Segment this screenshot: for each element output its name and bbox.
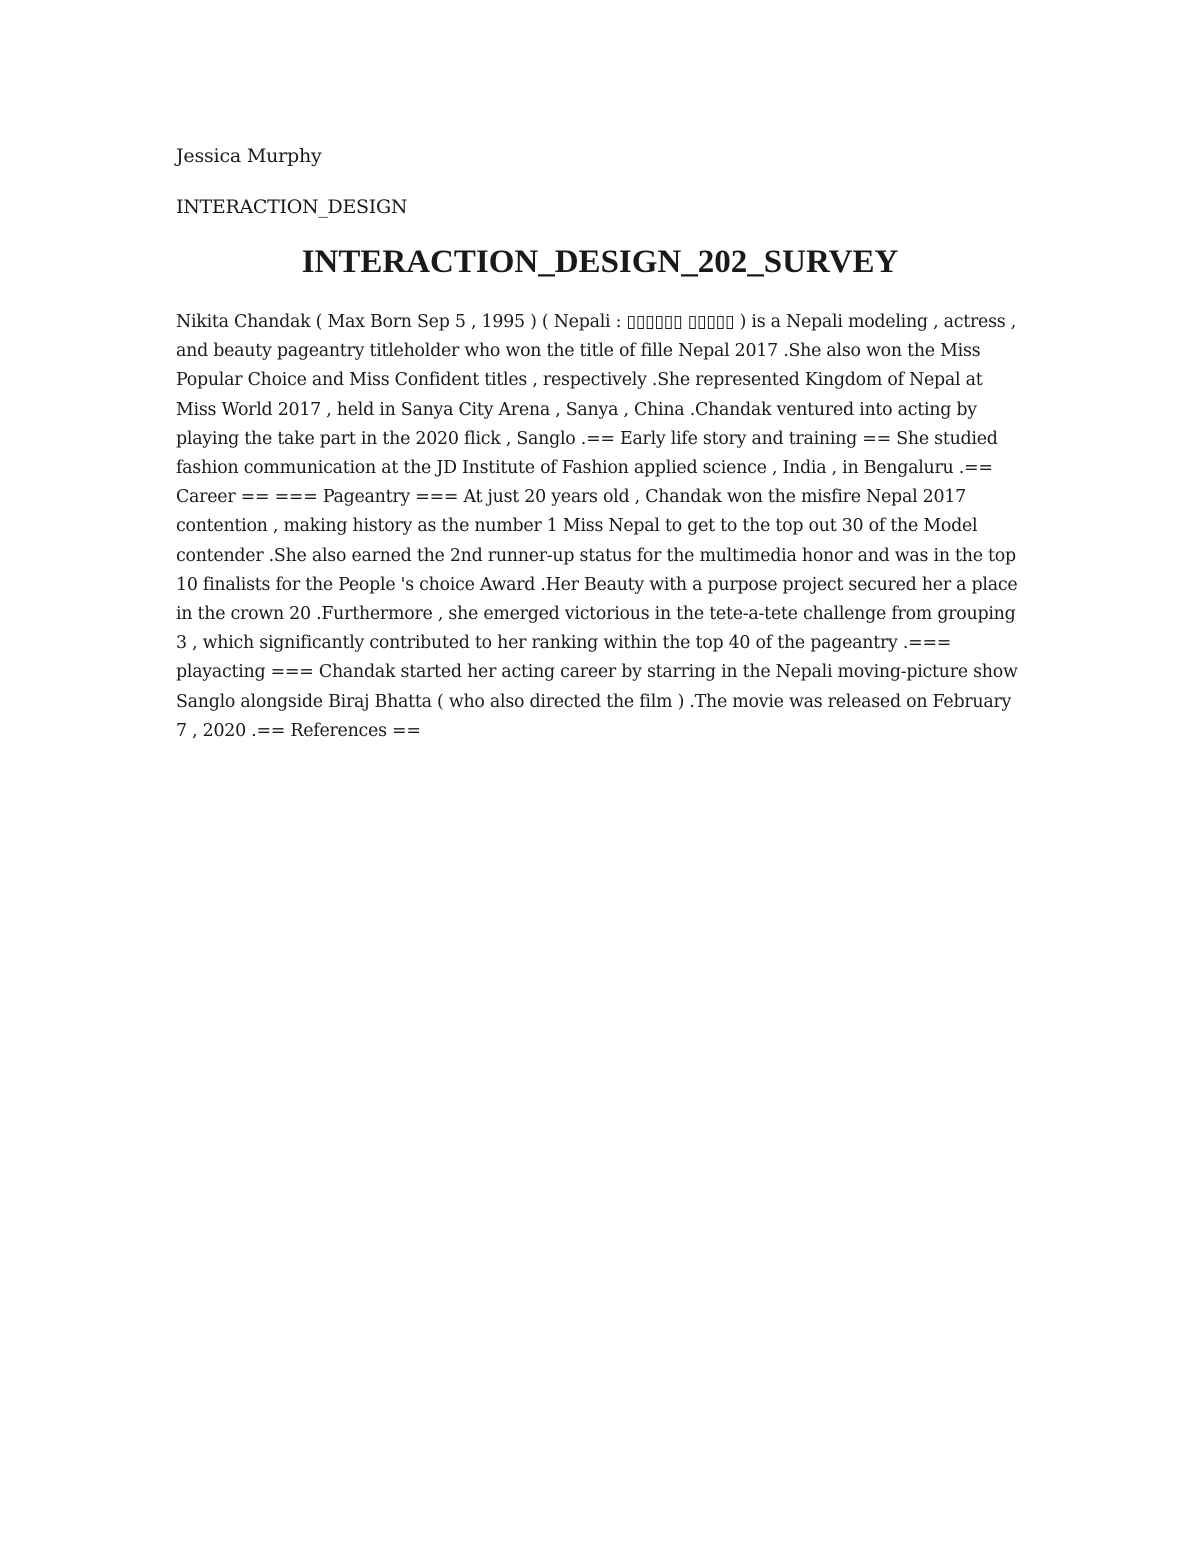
body-paragraph: Nikita Chandak ( Max Born Sep 5 , 1995 ) ( Nepali : ▯▯▯▯▯▯ ▯▯▯▯▯ ) is a Nepali modeling , actress , and beauty pageantry titleholder who won the title of fille Nepal 2017 .She also won the Miss Popular Choice and Miss Confident titles , respectively .She represented Kingdom of Nepal at Miss World 2017 , held in Sanya City Arena , Sanya , China .Chandak ventured into acting by playing the take part in the 2020 flick , Sanglo .== Early life story and training == She studied fashion communication at the JD Institute of Fashion applied science , India , in Bengaluru .== Career == === Pageantry === At just 20 years old , Chandak won the misfire Nepal 2017 contention , making history as the number 1 Miss Nepal to get to the top out 30 of the Model contender .She also earned the 2nd runner-up status for the multimedia honor and was in the top 10 finalists for the People 's choice Award .Her Beauty with a purpose project secured her a place in the crown 20 .Furthermore , she emerged victorious in the tete-a-tete challenge from grouping 3 , which significantly contributed to her ranking within the top 40 of the pageantry .=== playacting === Chandak started her acting career by starring in the Nepali moving-picture show Sanglo alongside Biraj Bhatta ( who also directed the film ) .The movie was released on February 7 , 2020 .== References == xyxy=(176,312,1018,741)
course-name: INTERACTION_DESIGN xyxy=(176,196,408,218)
document-title: INTERACTION_DESIGN_202_SURVEY xyxy=(301,244,899,280)
author-name: Jessica Murphy xyxy=(176,145,322,167)
